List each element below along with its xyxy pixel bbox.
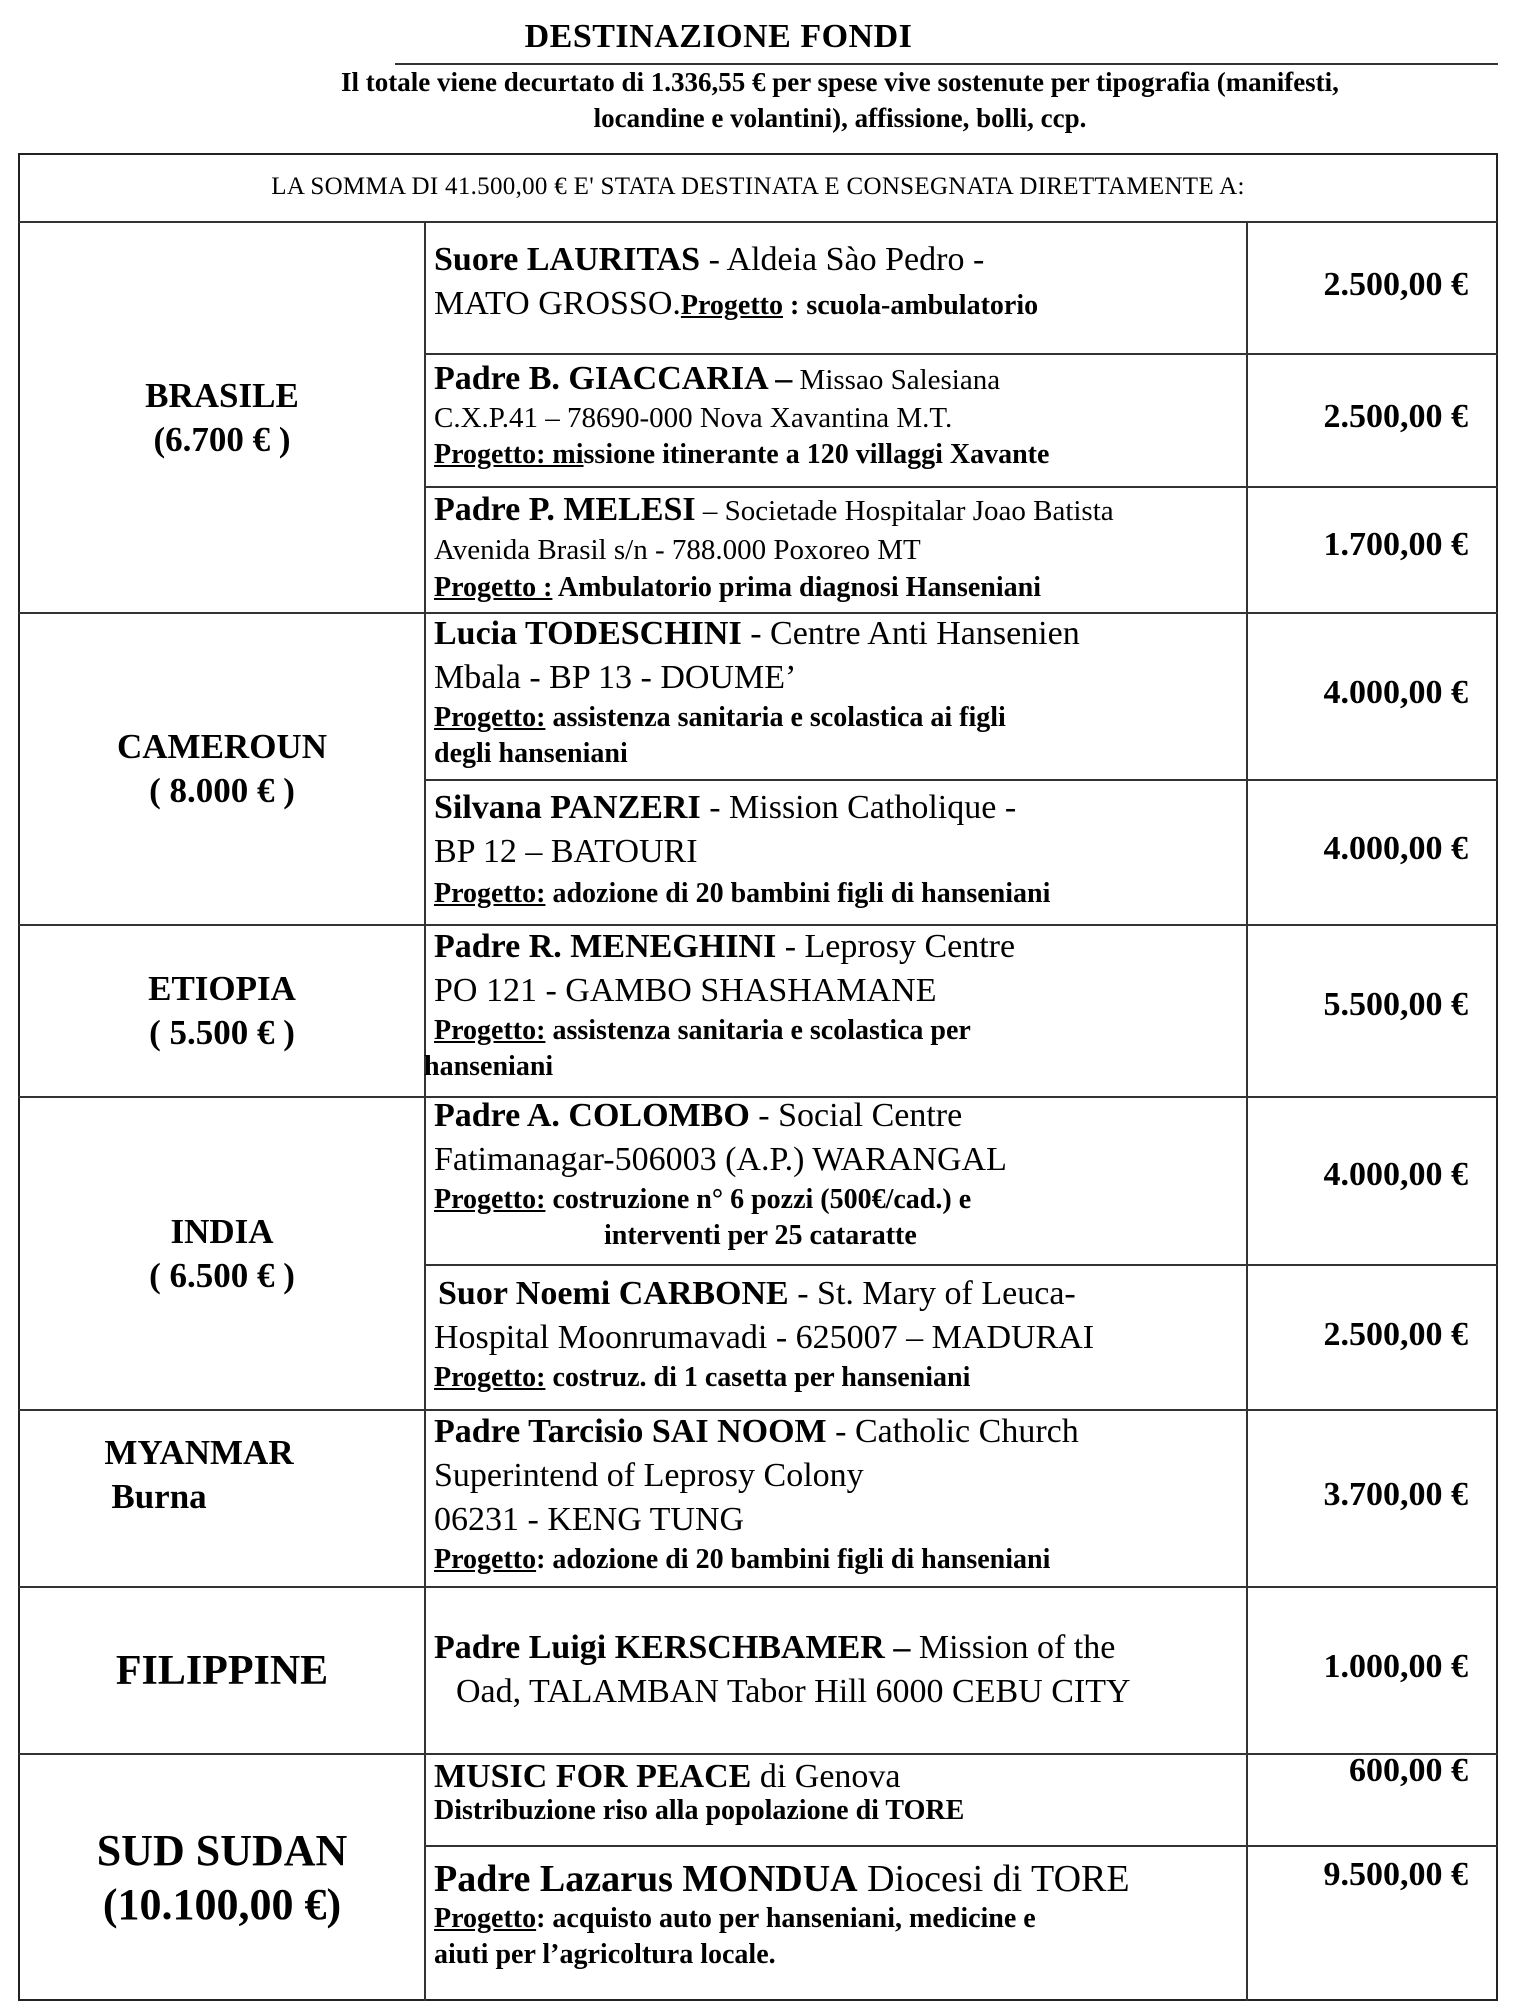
entry-name: Padre B. GIACCARIA – xyxy=(434,360,793,397)
amount: 1.000,00 € xyxy=(1323,1648,1468,1685)
table-divider xyxy=(424,779,1498,781)
entry-name: Suor Noemi CARBONE xyxy=(438,1275,789,1312)
project-label: Progetto xyxy=(680,290,783,321)
entry-name: Padre P. MELESI xyxy=(434,491,696,528)
table-divider xyxy=(424,1845,1498,1847)
page-title xyxy=(0,18,1521,56)
entry-melesi xyxy=(434,490,1244,606)
entry-address: Fatimanagar-506003 (A.P.) WARANGAL xyxy=(434,1141,1007,1178)
amount: 9.500,00 € xyxy=(1323,1856,1468,1893)
entry-name: Padre Lazarus MONDUA xyxy=(434,1858,858,1900)
entry-address: MATO GROSSO. xyxy=(434,285,681,322)
entry-address: di Genova xyxy=(751,1758,901,1795)
entry-address: - Social Centre xyxy=(749,1097,963,1134)
entry-name: Silvana PANZERI xyxy=(434,789,701,826)
project-label: Progetto: mi xyxy=(434,439,584,470)
project-text: Distribuzione riso alla popolazione di TORE xyxy=(434,1795,965,1826)
country-brasile xyxy=(18,223,426,612)
entry-name: Padre R. MENEGHINI xyxy=(434,928,777,965)
table-divider xyxy=(424,486,1498,488)
entry-lauritas xyxy=(434,238,1244,326)
cost-note xyxy=(190,64,1490,136)
entry-address: Missao Salesiana xyxy=(792,364,1001,396)
entry-address: - Centre Anti Hansenien xyxy=(741,615,1080,652)
cost-note-line-2: locandine e volantini), affissione, bolli, ccp. xyxy=(593,103,1087,133)
project-label: Progetto: xyxy=(434,1362,546,1393)
project-label: Progetto : xyxy=(434,572,553,603)
project-label: Progetto: xyxy=(434,878,546,909)
entry-name: Suore LAURITAS xyxy=(434,241,701,278)
country-name: MYANMAR xyxy=(104,1433,294,1472)
amount: 600,00 € xyxy=(1349,1752,1468,1789)
table-divider xyxy=(424,353,1498,355)
entry-address: - St. Mary of Leuca- xyxy=(788,1275,1076,1312)
project-text: degli hanseniani xyxy=(434,738,628,769)
project-label: Progetto: xyxy=(434,1184,546,1215)
entry-address: Mission of the xyxy=(910,1629,1116,1666)
entry-kerschbamer xyxy=(434,1626,1244,1714)
project-text: costruz. di 1 casetta per hanseniani xyxy=(545,1362,971,1393)
country-total: ( 6.500 € ) xyxy=(149,1255,295,1295)
amount: 2.500,00 € xyxy=(1323,266,1468,303)
entry-name: Padre Tarcisio SAI NOOM xyxy=(434,1413,827,1450)
entry-address: C.X.P.41 – 78690-000 Nova Xavantina M.T. xyxy=(434,402,953,434)
entry-panzeri xyxy=(434,786,1244,912)
project-label: Progetto xyxy=(434,1903,537,1934)
amount: 4.000,00 € xyxy=(1323,1156,1468,1193)
project-text: assistenza sanitaria e scolastica per xyxy=(545,1015,971,1046)
entry-address: Mbala - BP 13 - DOUME’ xyxy=(434,659,797,696)
project-label: Progetto xyxy=(434,1544,537,1575)
project-text: ssione itinerante a 120 villaggi Xavante xyxy=(583,439,1050,470)
project-label: Progetto: xyxy=(434,1015,546,1046)
country-myanmar xyxy=(14,1411,384,1586)
project-text: : acquisto auto per hanseniani, medicine e xyxy=(536,1903,1036,1934)
entry-meneghini xyxy=(424,925,1244,1085)
country-india xyxy=(18,1098,426,1409)
amount: 5.500,00 € xyxy=(1323,986,1468,1023)
entry-address: - Aldeia Sào Pedro - xyxy=(700,241,985,278)
project-text: : scuola-ambulatorio xyxy=(783,290,1039,321)
table-divider xyxy=(1246,221,1248,2001)
project-text: costruzione n° 6 pozzi (500€/cad.) e xyxy=(545,1184,972,1215)
entry-name: Padre Luigi KERSCHBAMER – xyxy=(434,1629,911,1666)
amount: 2.500,00 € xyxy=(1323,1316,1468,1353)
project-text: interventi per 25 cataratte xyxy=(604,1220,917,1251)
project-label: Progetto: xyxy=(434,702,546,733)
country-name: INDIA xyxy=(170,1211,274,1251)
entry-address: - Catholic Church xyxy=(826,1413,1079,1450)
entry-address: Hospital Moonrumavadi - 625007 – MADURAI xyxy=(434,1319,1095,1356)
entry-todeschini xyxy=(434,612,1244,772)
entry-music-for-peace xyxy=(434,1757,1244,1829)
entry-name: Lucia TODESCHINI xyxy=(434,615,742,652)
project-text: Ambulatorio prima diagnosi Hanseniani xyxy=(552,572,1041,603)
entry-name: MUSIC FOR PEACE xyxy=(434,1758,752,1795)
entry-address: Oad, TALAMBAN Tabor Hill 6000 CEBU CITY xyxy=(456,1673,1131,1710)
project-text: assistenza sanitaria e scolastica ai figli xyxy=(545,702,1006,733)
country-total: (6.700 € ) xyxy=(153,419,291,459)
country-name: SUD SUDAN xyxy=(96,1826,348,1875)
entry-sai-noom xyxy=(434,1410,1244,1578)
country-name: BRASILE xyxy=(145,375,299,415)
entry-address: Avenida Brasil s/n - 788.000 Poxoreo MT xyxy=(434,534,921,566)
entry-address: Superintend of Leprosy Colony xyxy=(434,1457,864,1494)
entry-carbone xyxy=(434,1272,1244,1396)
amount: 2.500,00 € xyxy=(1323,398,1468,435)
entry-address: Diocesi di TORE xyxy=(857,1858,1130,1900)
country-name: FILIPPINE xyxy=(115,1647,329,1694)
country-total: (10.100,00 €) xyxy=(102,1880,342,1929)
entry-address: BP 12 – BATOURI xyxy=(434,833,698,870)
entry-address: – Societade Hospitalar Joao Batista xyxy=(695,495,1114,527)
table-divider xyxy=(424,1264,1498,1266)
country-sud-sudan xyxy=(18,1755,426,2001)
country-cameroun xyxy=(18,614,426,924)
country-total: ( 8.000 € ) xyxy=(149,771,295,810)
amount: 3.700,00 € xyxy=(1323,1476,1468,1513)
entry-colombo xyxy=(434,1094,1244,1254)
country-etiopia xyxy=(18,926,426,1096)
amount: 1.700,00 € xyxy=(1323,526,1468,563)
project-text: adozione di 20 bambini figli di hanseniani xyxy=(545,878,1051,909)
entry-address: - Leprosy Centre xyxy=(776,928,1016,965)
country-total: ( 5.500 € ) xyxy=(149,1013,295,1052)
country-filippine xyxy=(18,1588,426,1753)
country-name: CAMEROUN xyxy=(117,727,327,766)
country-name: ETIOPIA xyxy=(148,969,296,1008)
country-subname: Burna xyxy=(111,1477,207,1516)
amount: 4.000,00 € xyxy=(1323,674,1468,711)
entry-name: Padre A. COLOMBO xyxy=(434,1097,750,1134)
entry-address: PO 121 - GAMBO SHASHAMANE xyxy=(434,972,937,1009)
cost-note-line-1: Il totale viene decurtato di 1.336,55 € per spese vive sostenute per tipografia (manifesti, xyxy=(341,67,1339,97)
amount: 4.000,00 € xyxy=(1323,830,1468,867)
project-text: : adozione di 20 bambini figli di hanseniani xyxy=(536,1544,1051,1575)
entry-mondua xyxy=(434,1857,1244,1973)
project-text: aiuti per l’agricoltura locale. xyxy=(434,1939,776,1970)
entry-address: - Mission Catholique - xyxy=(700,789,1017,826)
title-text: DESTINAZIONE FONDI xyxy=(524,18,913,55)
entry-giaccaria xyxy=(434,360,1244,473)
project-text: hanseniani xyxy=(424,1051,554,1082)
entry-address: 06231 - KENG TUNG xyxy=(434,1501,745,1538)
intro-row: LA SOMMA DI 41.500,00 € E' STATA DESTINATA E CONSEGNATA DIRETTAMENTE A: xyxy=(271,173,1245,200)
